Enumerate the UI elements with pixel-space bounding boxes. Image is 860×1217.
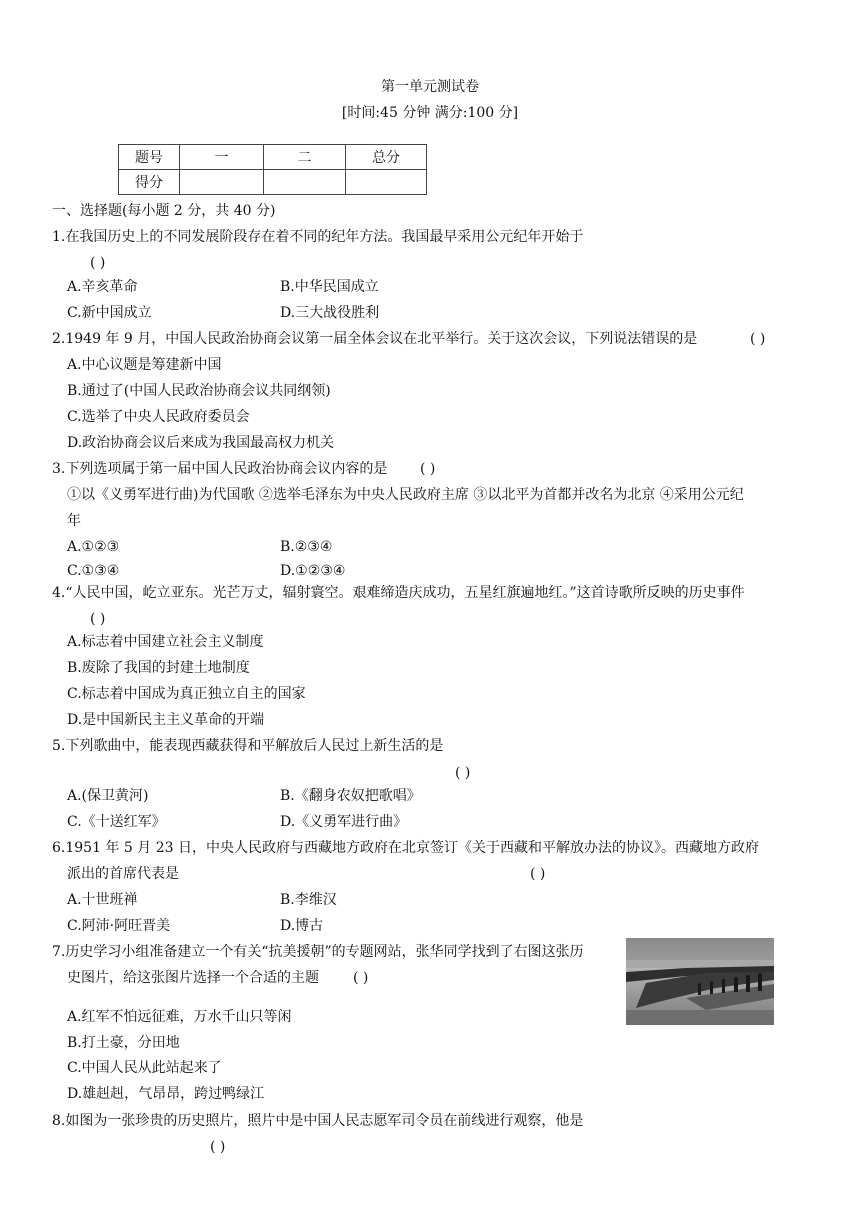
option[interactable]: A.①②③ [67,539,120,555]
option[interactable]: C.新中国成立 [67,305,152,321]
section-heading: 一、选择题(每小题 2 分，共 40 分) [52,203,276,219]
option[interactable]: C.阿沛·阿旺晋美 [67,918,171,934]
score-table-header: 一 [180,145,264,170]
option[interactable]: B.②③④ [280,539,333,555]
exam-info: [时间:45 分钟 满分:100 分] [341,105,519,121]
option[interactable]: D.是中国新民主主义革命的开端 [67,712,265,728]
option[interactable]: A.十世班禅 [67,892,138,908]
score-table-header: 总分 [346,145,427,170]
option[interactable]: C.中国人民从此站起来了 [67,1060,222,1076]
question-stem-line: 年 [67,513,81,529]
option[interactable]: B.《翻身农奴把歌唱》 [280,788,421,804]
score-table-header: 题号 [119,145,180,170]
answer-blank[interactable]: ( ) [90,255,106,271]
question-stem: 8.如图为一张珍贵的历史照片，照片中是中国人民志愿军司令员在前线进行观察，他是 [52,1113,584,1129]
option[interactable]: D.博古 [280,918,324,934]
question-stem: 4.“人民中国，屹立亚东。光芒万丈，辐射寰空。艰难缔造庆成功，五星红旗遍地红。”这首诗歌所反映的历史事件 [52,585,745,601]
question-stem: 1.在我国历史上的不同发展阶段存在着不同的纪年方法。我国最早采用公元纪年开始于 [52,229,584,245]
score-table-row [119,170,427,195]
option[interactable]: A.辛亥革命 [67,279,138,295]
question-stem: 6.1951 年 5 月 23 日，中央人民政府与西藏地方政府在北京签订《关于西藏和平解放办法的协议》。西藏地方政府 [52,840,759,856]
question-stem: 7.历史学习小组准备建立一个有关“抗美援朝”的专题网站，张华同学找到了右图这张历 [52,944,584,960]
option[interactable]: B.中华民国成立 [280,279,379,295]
question-stem-line: 派出的首席代表是 [67,866,179,882]
page-title: 第一单元测试卷 [381,79,479,95]
answer-blank[interactable]: ( ) [750,331,766,347]
answer-blank[interactable]: ( ) [530,866,546,882]
score-row-label: 得分 [119,170,180,195]
option[interactable]: C.标志着中国成为真正独立自主的国家 [67,686,306,702]
option[interactable]: A.中心议题是筹建新中国 [67,357,222,373]
question-stem: 2.1949 年 9 月，中国人民政治协商会议第一届全体会议在北平举行。关于这次会议，下列说法错误的是 [52,331,698,347]
question-stem-line: ①以《义勇军进行曲)为代国歌 ②选举毛泽东为中央人民政府主席 ③以北平为首都并改名为北京 ④采用公元纪 [67,487,744,503]
option[interactable]: D.①②③④ [280,563,346,579]
option[interactable]: B.通过了(中国人民政治协商会议共同纲领) [67,383,331,399]
score-cell[interactable] [180,170,264,195]
option[interactable]: D.《义勇军进行曲》 [280,814,408,830]
option[interactable]: A.红军不怕远征难，万水千山只等闲 [67,1009,292,1025]
answer-blank[interactable]: ( ) [455,765,471,781]
answer-blank[interactable]: ( ) [90,611,106,627]
answer-blank[interactable]: ( ) [210,1139,226,1155]
score-cell[interactable] [346,170,427,195]
option[interactable]: B.废除了我国的封建土地制度 [67,660,250,676]
score-table-header: 二 [264,145,346,170]
question-stem: 5.下列歌曲中，能表现西藏获得和平解放后人民过上新生活的是 [52,738,444,754]
bridge-crossing-image [626,938,774,1025]
answer-blank[interactable]: ( ) [353,970,369,986]
option[interactable]: A.标志着中国建立社会主义制度 [67,634,264,650]
option[interactable]: D.政治协商会议后来成为我国最高权力机关 [67,435,335,451]
answer-blank[interactable]: ( ) [420,461,436,477]
option[interactable]: B.打土豪，分田地 [67,1035,180,1051]
option[interactable]: C.选举了中央人民政府委员会 [67,409,250,425]
option[interactable]: C.《十送红军》 [67,814,166,830]
question-stem-line: 史图片，给这张图片选择一个合适的主题 [67,970,319,986]
historical-photo [626,938,774,1025]
option[interactable]: A.(保卫黄河) [67,788,149,804]
score-cell[interactable] [264,170,346,195]
question-stem: 3.下列选项属于第一届中国人民政治协商会议内容的是 [52,461,388,477]
option[interactable]: C.①③④ [67,563,120,579]
option[interactable]: D.雄赳赳，气昂昂，跨过鸭绿江 [67,1086,265,1102]
option[interactable]: B.李维汉 [280,892,337,908]
score-table [118,144,427,195]
score-table-header-row [119,145,427,170]
option[interactable]: D.三大战役胜利 [280,305,380,321]
